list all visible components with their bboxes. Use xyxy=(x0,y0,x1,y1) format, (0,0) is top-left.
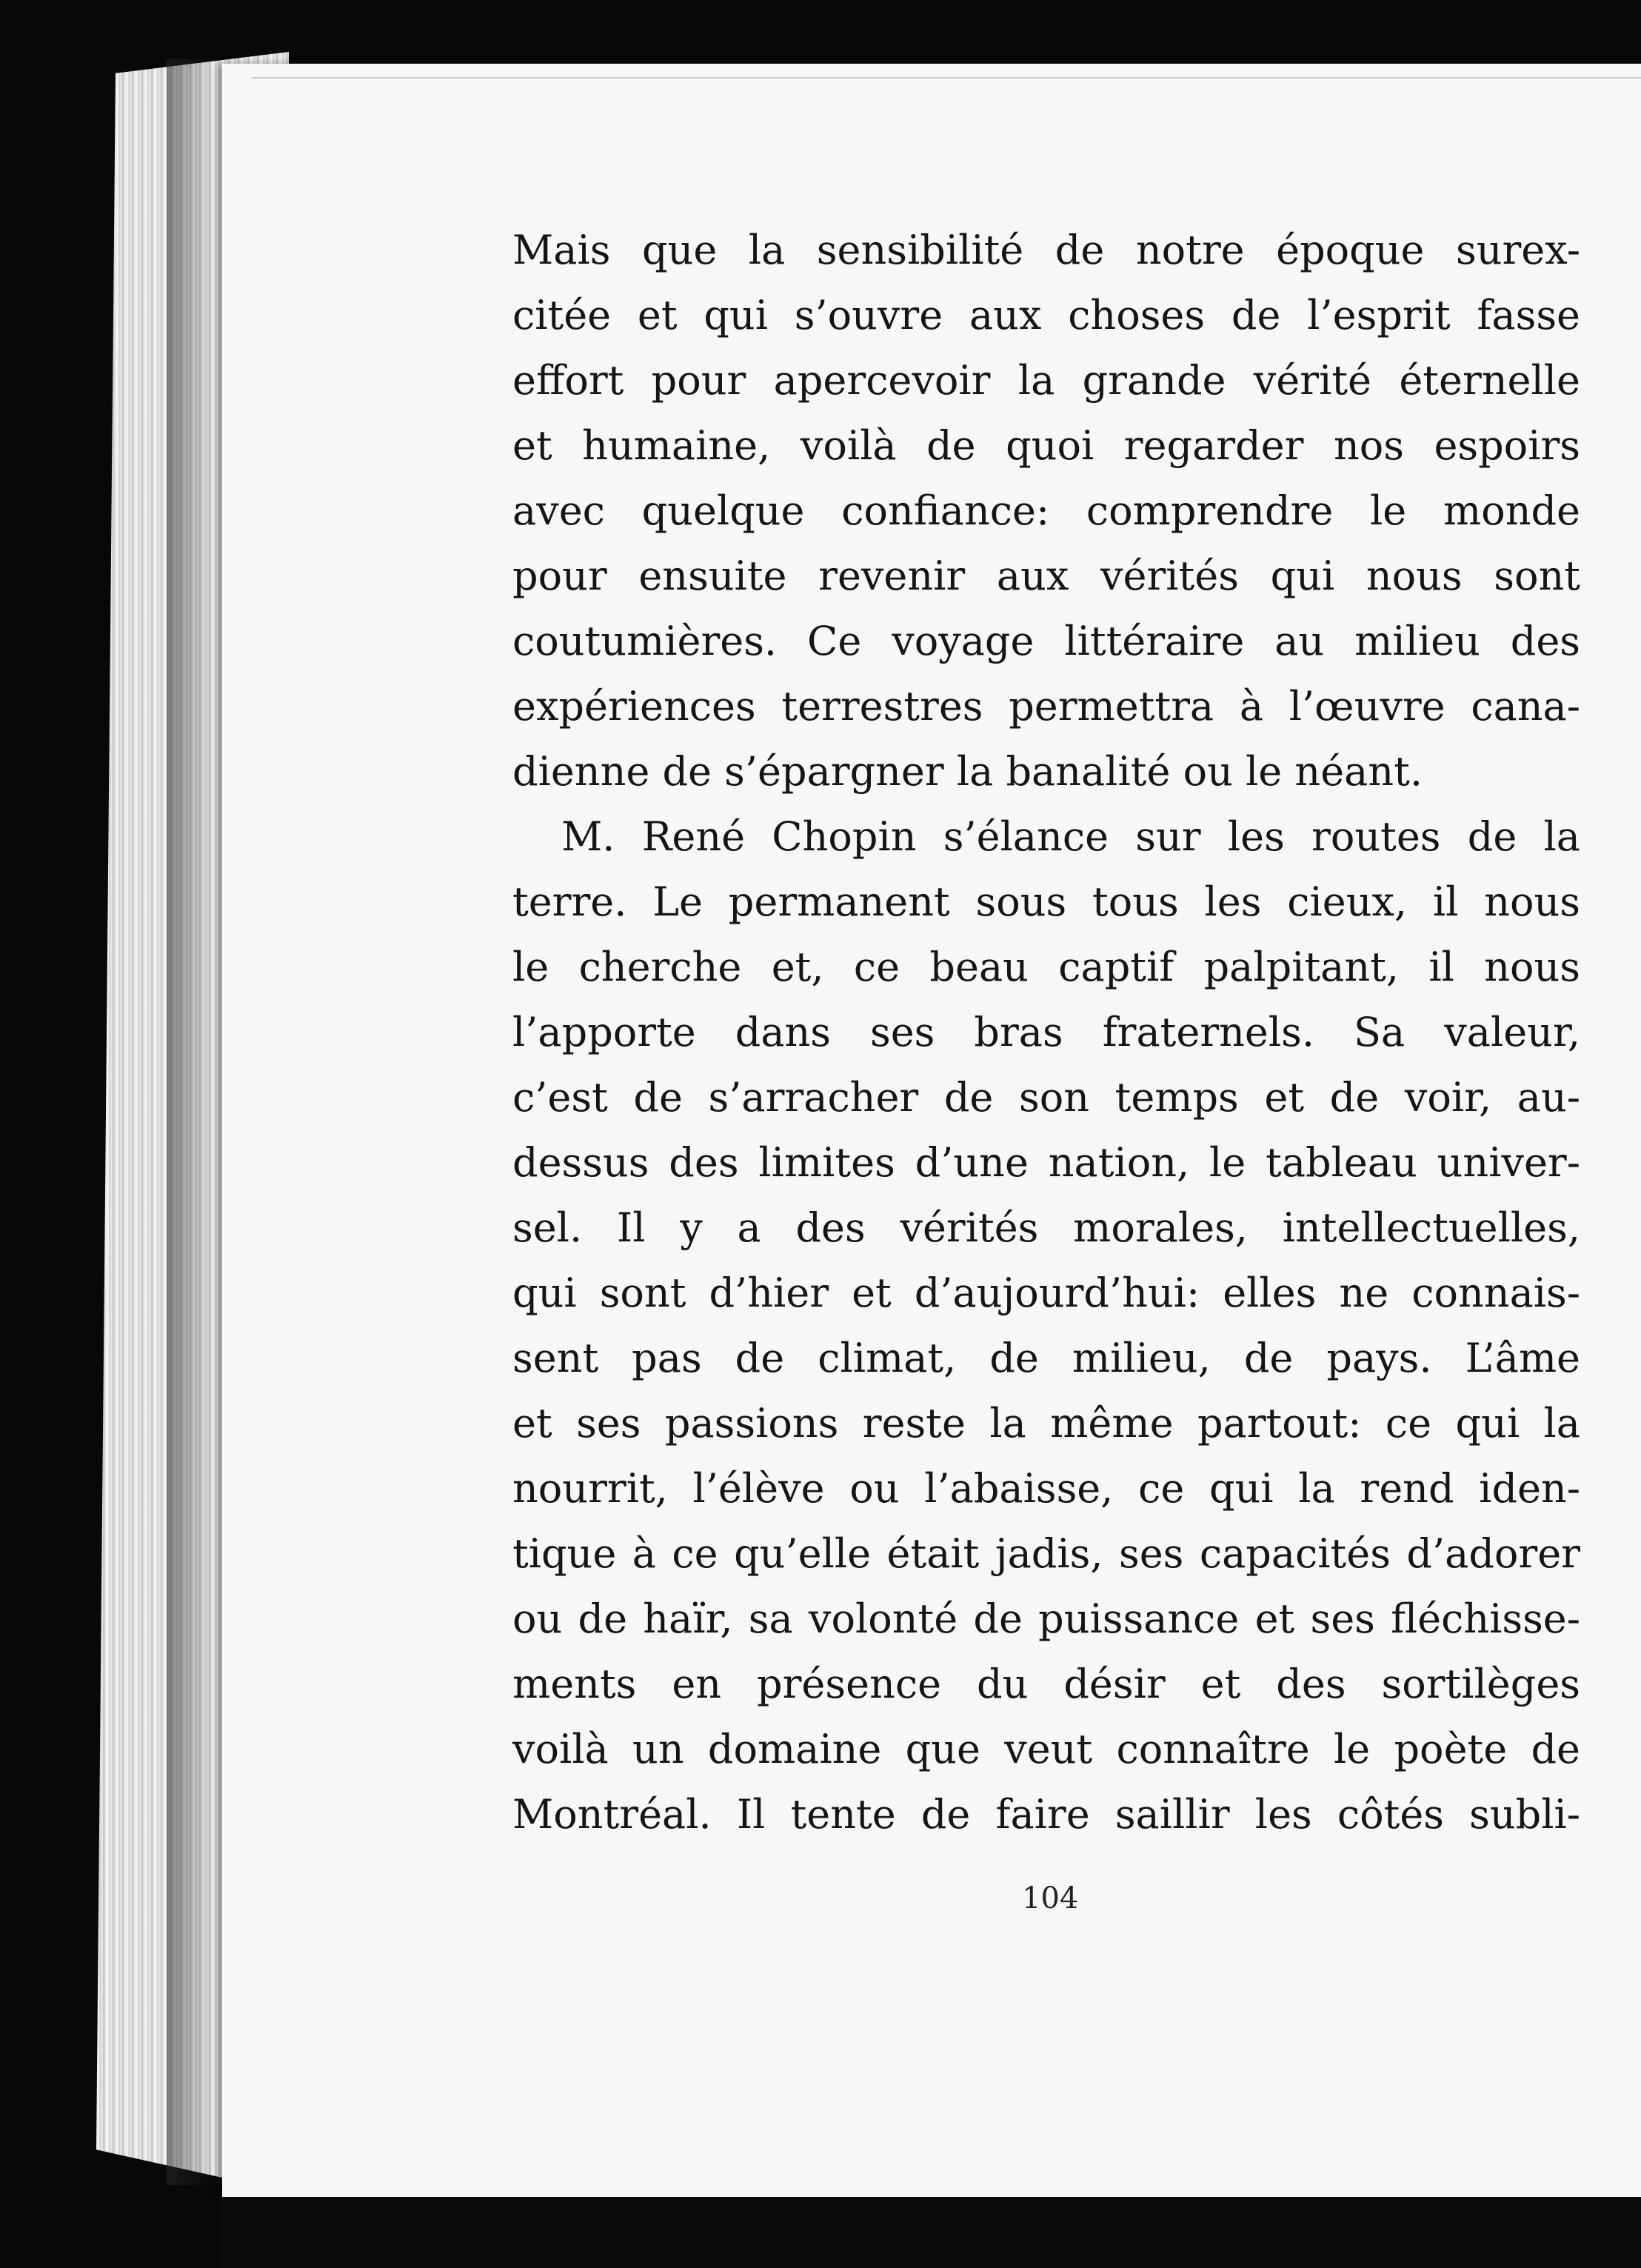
text-line-7: coutumières. Ce voyage littéraire au milieu des xyxy=(512,618,1580,664)
text-line-19: et ses passions reste la même partout: ce qui la xyxy=(512,1400,1580,1447)
text-line-1: Mais que la sensibilité de notre époque surex- xyxy=(512,227,1580,273)
scan-bottom-background xyxy=(222,2197,1641,2268)
page-edge-shadow xyxy=(167,59,211,2185)
text-line-5: avec quelque confiance: comprendre le monde xyxy=(512,487,1580,534)
text-line-18: sent pas de climat, de milieu, de pays. L’âme xyxy=(512,1335,1580,1381)
text-line-4: et humaine, voilà de quoi regarder nos espoirs xyxy=(512,422,1580,469)
text-line-13: l’apporte dans ses bras fraternels. Sa valeur, xyxy=(512,1009,1580,1055)
page-top-edge xyxy=(252,77,1641,79)
text-line-9: dienne de s’épargner la banalité ou le néant. xyxy=(512,748,1423,795)
text-line-22: ou de haïr, sa volonté de puissance et ses fléchisse- xyxy=(512,1595,1580,1642)
text-line-23: ments en présence du désir et des sortilèges xyxy=(512,1661,1580,1707)
text-line-16: sel. Il y a des vérités morales, intellectuelles, xyxy=(512,1204,1580,1251)
text-line-11: terre. Le permanent sous tous les cieux, il nous xyxy=(512,878,1580,925)
text-line-10: M. René Chopin s’élance sur les routes de la xyxy=(561,813,1580,860)
text-line-17: qui sont d’hier et d’aujourd’hui: elles ne connais- xyxy=(512,1270,1580,1316)
text-line-12: le cherche et, ce beau captif palpitant, il nous xyxy=(512,944,1580,990)
text-line-25: Montréal. Il tente de faire saillir les côtés subli- xyxy=(512,1791,1580,1838)
text-line-14: c’est de s’arracher de son temps et de voir, au- xyxy=(512,1074,1580,1121)
text-line-8: expériences terrestres permettra à l’œuvre cana- xyxy=(512,683,1580,730)
text-line-3: effort pour apercevoir la grande vérité éternelle xyxy=(512,357,1580,404)
text-line-21: tique à ce qu’elle était jadis, ses capacités d’adorer xyxy=(512,1530,1580,1577)
text-line-6: pour ensuite revenir aux vérités qui nous sont xyxy=(512,553,1580,599)
body-text xyxy=(512,218,1580,1847)
page-number: 104 xyxy=(1022,1881,1079,1915)
text-line-2: citée et qui s’ouvre aux choses de l’esprit fasse xyxy=(512,292,1580,338)
text-line-20: nourrit, l’élève ou l’abaisse, ce qui la rend iden- xyxy=(512,1465,1580,1512)
text-line-15: dessus des limites d’une nation, le tableau univer- xyxy=(512,1139,1580,1186)
text-line-24: voilà un domaine que veut connaître le poète de xyxy=(512,1726,1580,1772)
